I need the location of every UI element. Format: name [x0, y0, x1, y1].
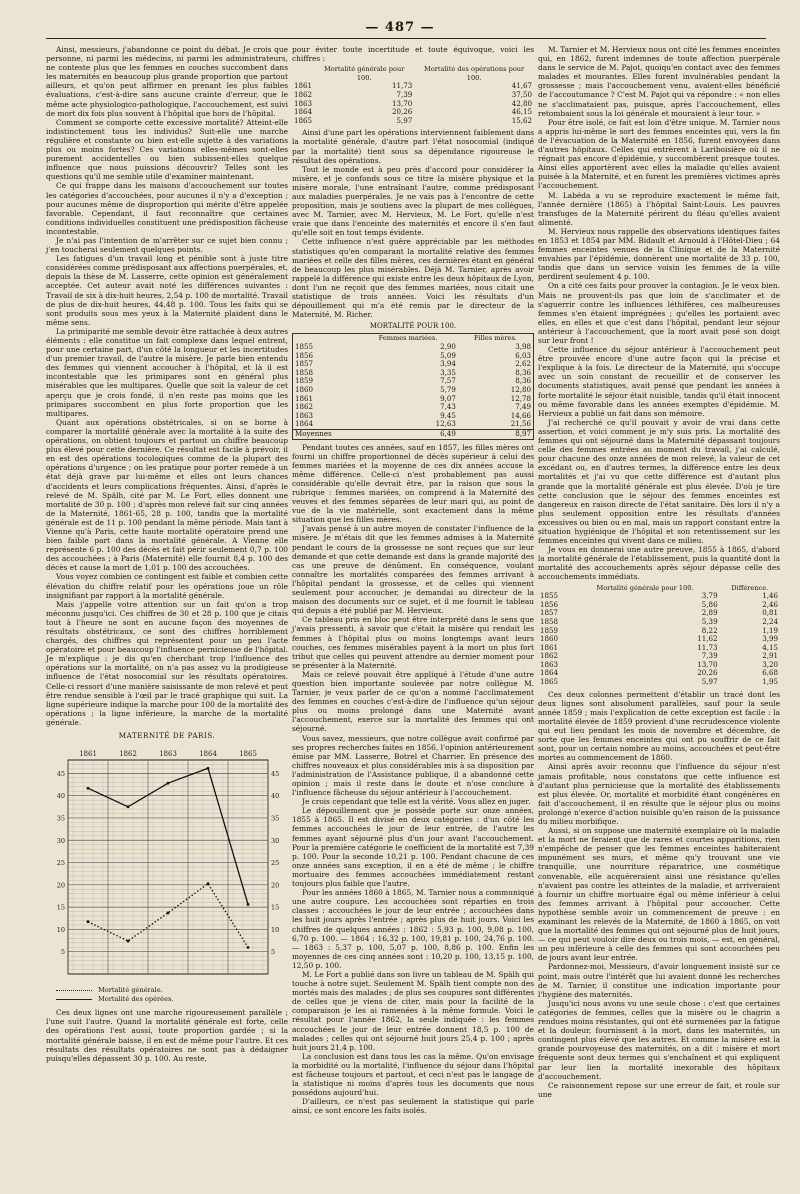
- table3-row: [538, 678, 780, 687]
- table2-row: [293, 352, 534, 361]
- col2-text-a: [292, 128, 534, 319]
- year-cell: 1863: [540, 659, 559, 669]
- value-cell: 3,79: [701, 591, 718, 601]
- year-cell: 1856: [540, 599, 559, 609]
- value-cell: 12,78: [510, 393, 531, 403]
- table3-row: [538, 661, 780, 670]
- table3-row: [538, 618, 780, 627]
- table3-row: [538, 669, 780, 678]
- value-cell: 9,45: [440, 410, 456, 420]
- year-cell: 1864: [294, 107, 313, 117]
- table1-row: [292, 100, 534, 109]
- point-operations: [127, 806, 130, 809]
- point-general: [87, 920, 90, 923]
- table2-title: MORTALITÉ POUR 100.: [369, 322, 457, 331]
- table2-row: [293, 395, 534, 404]
- value-cell: 7,39: [701, 651, 718, 661]
- table2-header-a: Femmes mariées.: [378, 334, 438, 343]
- paragraph: Ces deux lignes ont une marche rigoureusement parallèle ; l'une suit l'autre. Quand la mortalité générale est forte, celle des opérations l'est aussi, toute proportion gardée ; si la mortalité générale baisse, il en est de même pour l'autre. Et ces résultats des résultats opératoires ne sont pas à dédaigner puisqu'elles dépassent 30 p. 100. Au reste,: [46, 1008, 288, 1063]
- header-rule: [46, 38, 766, 39]
- year-cell: 1865: [540, 677, 559, 687]
- value-cell: 7,43: [440, 402, 456, 412]
- paragraph: M. Tarnier et M. Hervieux nous ont cité les femmes enceintes qui, en 1862, furent indemnes de toute affection puerpérale dans le service de M. Pajot, quoiqu'en contact avec des femmes malades et mourantes. Elles furent invulnérables pendant la grossesse ; mais l'accouchement venu, avaient-elles bénéficié de l'accoutumance ? C'est M. Pajot qui va répondre : « non elles ne s'acclimataient pas, puisque, après l'accouchement, elles retombaient sous la loi générale et mouraient à leur tour. »: [538, 45, 780, 118]
- y-tick-label-right: 45: [271, 770, 280, 778]
- table2-row: [293, 360, 534, 369]
- value-cell: 13,70: [391, 98, 413, 108]
- value-cell: 8,36: [515, 376, 531, 386]
- value-cell: 8,36: [515, 367, 531, 377]
- value-cell: 1,46: [762, 591, 778, 601]
- table1-row: [292, 108, 534, 117]
- year-cell: 1857: [295, 359, 314, 369]
- y-tick-label-right: 5: [271, 948, 276, 957]
- col2-intro: pour éviter toute incertitude et toute équivoque, voici les chiffres :: [292, 45, 534, 64]
- value-cell: 37,50: [511, 89, 532, 99]
- table1-row: [292, 117, 534, 126]
- column-2: [292, 45, 534, 1115]
- value-cell: 3,35: [440, 367, 456, 377]
- value-cell: 5,97: [396, 115, 413, 125]
- column-1: [46, 45, 288, 1063]
- year-cell: 1855: [295, 342, 314, 351]
- value-cell: 5,39: [701, 616, 718, 626]
- series-line-general: [88, 884, 248, 948]
- value-cell: 6,68: [762, 668, 778, 678]
- point-general: [247, 946, 250, 949]
- value-cell: 5,79: [440, 384, 456, 394]
- paragraph: Je crois cependant que telle est la vérité. Vous allez en juger.: [302, 797, 531, 807]
- column-1-bottom-text: [46, 1008, 288, 1063]
- paragraph: Ce raisonnement repose sur une erreur de fait, et roule sur une: [538, 1080, 780, 1099]
- y-tick-label-right: 25: [271, 859, 280, 868]
- value-cell: 14,66: [510, 410, 531, 420]
- chart-svg: [46, 742, 288, 982]
- table3-row: [538, 644, 780, 653]
- point-general: [167, 912, 170, 915]
- paragraph: Quant aux opérations obstétricales, si on se borne à comparer la mortalité générale avec la mortalité à la suite des opérations, on obtient toujours et partout un chiffre beaucoup plus élevé pour cette dernière. Ce résultat est facile à prévoir, il en est des opérations tocologiques comme de la plupart des opérations d'urgence ; on les pratique pour porter remède à un état déjà grave par lui-même et elles ont leurs chances d'accidents et leurs complications fréquentes. Ainsi, d'après le relevé de M. Spälh, cité par M. Le Fort, elles donnent une mortalité de 30 p. 100 ; d'après mon relevé fait sur cinq années de la Maternité, 1861-65, 28 p. 100, tandis que la mortalité générale est de 11 p. 100 pendant la même période. Mais tant à Vienne qu'à Paris, cette haute mortalité opératoire prend une bien faible part dans la mortalité générale. A Vienne elle représente 6 p. 100 des décès et fait périr seulement 0,7 p. 100 des accouchées ; à Paris (Maternité) elle fournit 8,4 p. 100 des décès et cause la mort de 1,01 p. 100 des accouchées.: [46, 417, 288, 573]
- mortality-chart: [46, 731, 288, 1004]
- point-operations: [207, 767, 210, 770]
- year-cell: 1855: [540, 591, 559, 601]
- point-general: [127, 940, 130, 943]
- point-operations: [87, 787, 90, 790]
- value-cell: 20,26: [391, 107, 413, 117]
- y-tick-label: 15: [56, 903, 65, 912]
- paragraph: Les fatigues d'un travail long et pénible sont à juste titre considérées comme prédisposant aux affections puerpérales, et, depuis la thèse de M. Lasserre, cette opinion est généralement acceptée. Cet auteur avait noté les différences suivantes : Travail de six à dix-huit heures, 2,54 p. 100 de mortalité. Travail de plus de dix-huit heures, 44,48 p. 100. Tous les faits qui se sont produits sous mes yeux à la Maternité plaident dans le même sens.: [46, 254, 288, 327]
- year-cell: 1861: [294, 81, 313, 91]
- y-tick-label-right: 40: [271, 792, 280, 801]
- value-cell: 7,49: [515, 402, 531, 412]
- point-operations: [247, 903, 250, 906]
- table-married-vs-unmarried: [292, 333, 534, 439]
- table2-row: [293, 403, 534, 412]
- value-cell: 20,26: [697, 668, 718, 678]
- value-cell: 42,80: [511, 98, 532, 108]
- value-cell: 12,80: [510, 384, 531, 394]
- value-cell: 3,94: [440, 359, 456, 369]
- year-cell: 1863: [294, 98, 313, 108]
- table2-total-row: Moyennes 6,49 8,97: [293, 429, 534, 439]
- value-cell: 3,98: [515, 342, 531, 351]
- year-cell: 1862: [540, 651, 559, 661]
- table2-header-b: Filles mères.: [473, 334, 517, 343]
- paragraph: On a cité ces faits pour prouver la contagion. Je le veux bien. Mais ne prouvent-ils pas que loin de s'acclimater et de s'aguerrir contre les influences léthifères, ces malheureuses femmes s'en étaient imprégnées ; qu'elles les portaient avec elles, en elles et que c'est dans l'hôpital, pendant leur séjour antérieur à l'accouchement, que la mort avait posé son doigt sur leur front !: [538, 281, 780, 345]
- point-general: [207, 882, 210, 885]
- y-tick-label: 20: [56, 881, 65, 890]
- year-cell: 1858: [295, 367, 314, 377]
- value-cell: 3,99: [762, 634, 778, 644]
- column-1-top-text: [46, 45, 288, 727]
- table2-row: [293, 343, 534, 352]
- value-cell: 6,03: [515, 350, 531, 360]
- paragraph: Pour être isolé, ce fait est loin d'être unique. M. Tarnier nous a appris lui-même le sort des femmes enceintes qui, vers la fin de l'évacuation de la Maternité en 1856, furent envoyées dans d'autres hôpitaux. Celles qui entrèrent à Lariboisière où il ne régnait pas encore d'épidémie, y succombèrent presque toutes. Ainsi elles apportèrent avec elles la maladie qu'elles avaient puisée à la Maternité, et en furent les premières victimes après l'accouchement.: [538, 117, 780, 191]
- year-cell: 1864: [295, 419, 314, 429]
- paragraph: Ainsi, messieurs, j'abandonne ce point du débat. Je crois que personne, ni parmi les médecins, ni parmi les administrateurs, ne conteste plus que les femmes en couches succombent dans les maternités en beaucoup plus grande proportion que partout ailleurs, et qu'on peut affirmer en prenant les plus faibles évaluations, c'est-à-dire sans aucune crainte d'erreur, que le même acte physiologico-pathologique, l'accouchement, est suivi de mort dix fois plus souvent à l'hôpital que hors de l'hôpital.: [46, 45, 288, 118]
- table2-row: [293, 412, 534, 421]
- paragraph: La conclusion est dans tous les cas la même. Qu'on envisage la morbidité ou la mortalité, l'influence du séjour dans l'hôpital est fâcheuse toujours et partout, et ceci n'est pas le langage de la statistique ni moins d'après tous les documents que nous possédons aujourd'hui.: [292, 1051, 534, 1098]
- value-cell: 11,73: [697, 642, 718, 652]
- table2-row: [293, 377, 534, 386]
- legend-solid-swatch: [56, 999, 92, 1000]
- series-line-operations: [88, 768, 248, 904]
- paragraph: Mais j'appelle votre attention sur un fait qu'on a trop méconnu jusqu'ici. Ces chiffres de 30 et 28 p. 100 que je citais tout à l'heure ne sont en aucune façon des moyennes de résultats obstétricaux, ce sont des chiffres horriblement chargés, des chiffres qui représentent pour un peu l'acte opératoire et pour beaucoup l'influence pernicieuse de l'hôpital. Je m'explique : je dis qu'en cherchant trop l'influence des opérations sur la mortalité, on n'a pas assez vu la prodigieuse influence de l'état nosocomial sur les résultats opératoires. Celle-ci ressort d'une manière saisissante de mon relevé et peut être rendue sensible à l'œil par le tracé graphique qui suit. La ligne supérieure indique la marche pour 100 de la mortalité des opérations ; la ligne inférieure, la marche de la mortalité générale.: [46, 599, 288, 727]
- paragraph: Pour les années 1860 à 1865, M. Tarnier nous a communiqué une autre coupure. Les accouchées sont réparties en trois classes : accouchées le jour de leur entrée ; accouchées dans les huit jours après l'entrée ; après plus de huit jours. Voici les chiffres de quelques années : 1862 : 5,93 p. 100, 9,08 p. 100, 6,70 p. 100. — 1864 : 16,32 p. 100, 19,81 p. 100, 24,76 p. 100. — 1863 : 5,37 p. 100, 5,07 p. 100, 8,86 p. 100. Enfin les moyennes de ces cinq années sont : 10,20 p. 100, 13,15 p. 100, 12,50 p. 100.: [292, 888, 534, 970]
- year-cell: 1863: [295, 410, 314, 420]
- table-stay-difference: [538, 584, 780, 687]
- value-cell: 7,39: [396, 89, 413, 99]
- year-cell: 1860: [295, 384, 314, 394]
- value-cell: 9,07: [440, 393, 456, 403]
- year-cell: 1859: [295, 376, 314, 386]
- value-cell: 4,15: [762, 642, 778, 652]
- page-number: — 487 —: [365, 20, 435, 35]
- paragraph: La primiparité me semble devoir être rattachée à deux autres éléments : elle constitue un fait complexe dans lequel entrent, pour une certaine part, d'un côté la longueur et les incertitudes d'un premier travail, de l'autre la misère. Je parle bien entendu des femmes qui viennent accoucher à l'hôpital, et là il est incontestable que les primipares sont en général plus misérables que les multipares. Quelle que soit la valeur de cet aperçu que je crois fondé, il n'en reste pas moins que les primipares succombent en plus forte proportion que les multipares.: [46, 326, 288, 418]
- y-tick-label: 10: [56, 926, 65, 935]
- value-cell: 12,63: [435, 419, 456, 429]
- legend-general: Mortalité générale.: [56, 986, 288, 995]
- table1-row: [292, 91, 534, 100]
- year-cell: 1857: [540, 608, 559, 618]
- point-operations: [167, 782, 170, 785]
- y-tick-label-right: 20: [271, 881, 280, 890]
- table3-row: [538, 601, 780, 610]
- value-cell: 0,81: [762, 608, 778, 618]
- value-cell: 7,57: [440, 376, 456, 386]
- year-cell: 1864: [540, 668, 559, 678]
- col2-text-b: [292, 443, 534, 1116]
- year-cell: 1865: [294, 115, 313, 125]
- value-cell: 11,62: [697, 634, 718, 644]
- x-tick-label: 1862: [119, 750, 137, 759]
- x-tick-label: 1865: [239, 750, 257, 759]
- y-tick-label: 30: [56, 836, 65, 845]
- table1-header-a: Mortalité générale pour 100.: [323, 65, 405, 82]
- table2-row: [293, 386, 534, 395]
- value-cell: 5,86: [701, 599, 718, 609]
- paragraph: Je vous en donnerai une autre preuve, 1855 à 1865, d'abord la mortalité générale de l'établissement, puis la quantité dont la mortalité des accouchements après séjour dépasse celle des accouchements immédiats.: [538, 545, 780, 582]
- value-cell: 2,91: [762, 651, 778, 661]
- paragraph: Aussi, si on suppose une maternité exemplaire où la maladie et la mort ne feraient que de rares et courtes apparitions, rien n'empêche de penser que les femmes enceintes habiteraient impunément ses murs, et même qu'y trouvant une vie tranquille, une nourriture réparatrice, une cosmétique convenable, elle acquéreraient ainsi une résistance qu'elles n'avaient pas contre les atteintes de la maladie, et arriveraient à fournir un chiffre mortuaire égal ou même inférieur à celui des femmes arrivant à l'hôpital pour accoucher. Cette hypothèse semble avoir un commencement de preuve : en examinant les relevés de la Maternité, de 1860 à 1865, on voit que la mortalité des femmes qui ont séjourné plus de huit jours, — ce qui peut vouloir dire deux ou trois mois, — est, en général, un peu inférieure à celle des femmes qui sont accouchées peu de jours avant leur entrée.: [538, 826, 780, 963]
- chart-title: MATERNITÉ DE PARIS.: [118, 731, 216, 741]
- x-tick-label: 1863: [159, 750, 177, 759]
- value-cell: 5,97: [701, 677, 718, 687]
- value-cell: 2,24: [762, 616, 778, 626]
- year-cell: 1861: [540, 642, 559, 652]
- y-tick-label-right: 15: [271, 903, 280, 912]
- paragraph: Vous savez, messieurs, que notre collègue avait confirmé par ses propres recherches faites en 1856, l'opinion antérieurement émise par MM. Lasserre, Botrel et Charrier. En présence des chiffres nouveaux et plus considérables mis à sa disposition par l'administration de l'Assistance publique, il a abandonné cette opinion ; mais il reste dans le doute et n'ose conclure à l'influence fâcheuse du séjour antérieur à l'accouchement.: [292, 733, 534, 798]
- table-mortality-operations: [292, 65, 534, 125]
- paragraph: Ainsi d'une part les opérations interviennent faiblement dans la mortalité générale, d'autre part l'état nosocomial (indiqué par la mortalité) tient sous sa dépendance rigoureuse le résultat des opérations.: [292, 128, 534, 165]
- table3-header-b: Différence.: [731, 583, 769, 592]
- x-tick-label: 1864: [199, 750, 217, 759]
- paragraph: D'ailleurs, ce n'est pas seulement la statistique qui parle ainsi, ce sont encore les faits isolés.: [292, 1097, 534, 1116]
- y-tick-label-right: 30: [271, 836, 280, 845]
- value-cell: 41,67: [511, 81, 532, 91]
- value-cell: 2,90: [440, 342, 456, 351]
- value-cell: 2,62: [515, 359, 531, 369]
- paragraph: Ce tableau pris en bloc peut être interprété dans le sens que j'avais pressenti, à savoir que c'était la misère qui rendait les femmes à l'hôpital plus ou moins longtemps avant leurs couches, ces femmes misérables payent à la mort un plus fort tribut que celles qui peuvent attendre au dernier moment pour se présenter à la Maternité.: [292, 615, 534, 670]
- paragraph: Comment se comporte cette excessive mortalité? Atteint-elle indistinctement tous les individus? Suit-elle une marche régulière et constante ou bien est-elle sujette à des variations plus ou moins fortes? Ces variations elles-mêmes sont-elles purement accidentelles ou bien subissent-elles quelque influence que nous puissions découvrir? Telles sont les questions qu'il me semble utile d'examiner maintenant.: [46, 117, 288, 182]
- y-tick-label-right: 10: [271, 926, 280, 935]
- year-cell: 1858: [540, 616, 559, 626]
- table1-row: [292, 82, 534, 91]
- paragraph: J'ai recherché ce qu'il pouvait y avoir de vrai dans cette assertion, et voici comment je m'y suis pris. La mortalité des femmes qui ont séjourné dans la Maternité dépassant toujours celle des femmes entrées au moment du travail, j'ai calculé, pour chacune des onze années de mon relevé, la valeur de cet excédant ou, en d'autres termes, la différence entre les deux mortalités et j'ai vu que cette différence est d'autant plus grande que la mortalité générale est plus élevée. D'où je tire cette conclusion que le séjour des femmes enceintes est dangereux en raison directe de l'état sanitaire. Dès lors il n'y a plus seulement opposition entre les résultats d'années excessives ou bien ou en mal, mais un rapport constant entre la situation hygiénique de l'hôpital et son retentissement sur les femmes enceintes qui vivent dans ce milieu.: [538, 417, 780, 546]
- col3-text-bottom: [538, 690, 780, 1099]
- paragraph: Vous voyez combien ce contingent est faible et combien cette élévation du chiffre relatif pour les opérations joue un rôle insignifiant par rapport à la mortalité générale.: [46, 572, 288, 600]
- year-cell: 1856: [295, 350, 314, 360]
- paragraph: Cette influence du séjour antérieur à l'accouchement peut être prouvée encore d'une autre façon qui la précise et l'explique à la fois. Le directeur de la Maternité, qui s'occupe avec un soin constant de recueillir et de conserver les documents statistiques, avait pensé que pendant les années à forte mortalité le séjour était nuisible, tandis qu'il était innocent ou même favorable dans les années exemptes d'épidémie. M. Hervieux a publié un fait dans son mémoire.: [538, 345, 780, 418]
- table3-header-a: Mortalité générale pour 100.: [596, 583, 694, 592]
- y-tick-label: 35: [56, 814, 65, 823]
- value-cell: 46,15: [511, 107, 532, 117]
- paragraph: Tout le monde est à peu près d'accord pour considérer la misère, et je confonds sous ce titre la misère physique et la misère morale, l'une entraînant l'autre, comme prédisposant aux maladies puerpérales. Je ne vais pas à l'encontre de cette proposition, mais je soutiens avec la plupart de mes collègues, avec M. Tarnier, avec M. Hervieux, M. Le Fort, qu'elle n'est vraie que dans l'enceinte des maternités et encore il s'en faut qu'elle soit en tout temps évidente.: [292, 164, 534, 238]
- year-cell: 1859: [540, 625, 559, 635]
- table2-row: [293, 369, 534, 378]
- value-cell: 2,46: [762, 599, 778, 609]
- paragraph: Cette influence n'est guère appréciable par les méthodes statistiques qu'en comparant la mortalité relative des femmes mariées et celle des filles mères, ces dernières étant en général de beaucoup les plus misérables. Déjà M. Tarnier, après avoir rappelé la différence qui existe entre les deux hôpitaux de Lyon, dont l'un ne reçoit que des femmes mariées, nous citait une statistique de trois années. Voici les résultats d'un dépouillement qui m'a été remis par le directeur de la Maternité, M. Richer.: [292, 237, 534, 320]
- year-cell: 1860: [540, 634, 559, 644]
- y-tick-label: 45: [56, 770, 65, 778]
- paragraph: Ces deux colonnes permettent d'établir un tracé dont les deux lignes sont absolument parallèles, sauf pour la seule année 1859 ; mais l'explication de cette exception est facile : la mortalité élevée de 1859 provient d'une recrudescence violente qui eut lieu pendant les mois de novembre et décembre, de sorte que les femmes enceintes qui ont pu souffrir de ce fait sont, pour un certain nombre au moins, accouchées et peut-être mortes au commencement de 1860.: [538, 689, 780, 763]
- value-cell: 2,89: [701, 608, 718, 618]
- paragraph: Jusqu'ici nous avons vu une seule chose : c'est que certaines catégories de femmes, celles que la misère ou le chagrin a rendues moins résistantes, qui ont été surmenées par la fatigue et la douleur, fournissent à la mort, dans les maternités, un contingent plus élevé que les autres. Et comme la misère est la grande pourvoyeuse des maternités, on a dit : misère et mort fréquente sont deux termes qui s'enchaînent et qui expliquent par leur lien la mortalité inexorable des hôpitaux d'accouchement.: [538, 998, 780, 1081]
- value-cell: 3,20: [762, 659, 778, 669]
- table3-row: [538, 609, 780, 618]
- y-tick-label: 40: [56, 792, 65, 801]
- paragraph: Mais ce relevé pouvait être appliqué à l'étude d'une autre question bien importante soulevée par notre collègue M. Tarnier, je veux parler de ce qu'on a nommé l'acclimatement des femmes en couches c'est-à-dire de l'influence qu'un séjour plus ou moins prolongé dans une Maternité avant l'accouchement, exerce sur la mortalité des femmes qui ont séjourné.: [292, 669, 534, 734]
- y-tick-label: 5: [60, 948, 65, 957]
- paragraph: Pardonnez-moi, Messieurs, d'avoir longuement insisté sur ce point, mais outre l'intérêt que lui avaient donné les recherches de M. Tarnier, il constitue une indication importante pour l'hygiène des maternités.: [538, 962, 780, 999]
- legend-ops: Mortalité des opérées.: [56, 995, 288, 1004]
- table3-row: [538, 635, 780, 644]
- paragraph: Ainsi après avoir reconnu que l'influence du séjour n'est jamais profitable, nous constatons que cette influence est d'autant plus pernicieuse que la mortalité des établissements est plus élevée. Or, mortalité et morbidité étant congénères en fait d'accouchement, il en résulte que le séjour plus ou moins prolongé n'exerce d'action nuisible qu'en raison de la puissance du milieu morbifique.: [538, 762, 780, 826]
- col3-text-top: [538, 45, 780, 582]
- paragraph: Je n'ai pas l'intention de m'arrêter sur ce sujet bien connu ; j'en toucherai seulement quelques points.: [46, 235, 288, 255]
- value-cell: 11,73: [391, 81, 413, 91]
- paragraph: M. Labéda a vu se reproduire exactement le même fait, l'année dernière (1865) à l'hôpital Saint-Louis. Les pauvres transfuges de la Maternité périrent du fléau qu'elles avaient alimenté.: [538, 190, 780, 227]
- year-cell: 1862: [295, 402, 314, 412]
- x-tick-label: 1861: [79, 750, 97, 759]
- paragraph: J'avais pensé à un autre moyen de constater l'influence de la misère. Je m'étais dit que les femmes admises à la Maternité pendant le cours de la grossesse ne sont reçues que sur leur demande et que cette demande est dans la grande majorité des cas une preuve de dénûment. En conséquence, voulant connaître les mortalités comparées des femmes arrivant à l'hôpital pendant la grossesse, et de celles qui viennent seulement pour accoucher, je demandai au directeur de la maison des documents sur ce sujet, et il me fournit le tableau qui depuis a été publié par M. Hervieux.: [292, 524, 534, 616]
- value-cell: 1,95: [762, 677, 778, 687]
- paragraph: M. Le Fort a publié dans son livre un tableau de M. Spälh qui touche à notre sujet. Seulement M. Spälh tient compte non des mortés mais des malades ; de plus ses coupures sont différentes de celles que je viens de citer, mais pour la facilité de la comparaison je les ai ramenées à la même formule. Voici le résultat pour l'année 1862, la seule indiquée : les femmes accouchées le jour de leur entrée donnent 18,5 p. 100 de malades ; celles qui ont séjourné huit jours 25,4 p. 100 ; après huit jours 21,4 p. 100.: [292, 969, 534, 1052]
- year-cell: 1861: [295, 393, 314, 403]
- value-cell: 5,09: [440, 350, 456, 360]
- y-tick-label: 25: [56, 859, 65, 868]
- column-3: [538, 45, 780, 1099]
- year-cell: 1862: [294, 89, 313, 99]
- table1-header-b: Mortalité des opérations pour 100.: [424, 65, 525, 82]
- legend-dotted-swatch: [56, 990, 92, 991]
- value-cell: 8,22: [701, 625, 718, 635]
- table3-row: [538, 652, 780, 661]
- y-tick-label-right: 35: [271, 814, 280, 823]
- value-cell: 13,70: [697, 659, 718, 669]
- paragraph: M. Hervieux nous rappelle des observations identiques faites en 1853 et 1854 par MM. Bidault et Arnould à l'Hôtel-Dieu ; 64 femmes enceintes venues de la Clinique et de la Maternité envahies par l'épidémie, donnèrent une mortalité de 33 p. 100, tandis que dans un service voisin les femmes de la ville perdirent seulement 4 p. 100.: [538, 226, 780, 282]
- paragraph: Pendant toutes ces années, sauf en 1857, les filles mères ont fourni un chiffre proportionnel de décès supérieur à celui des femmes mariées et la moyenne de ces dix années accuse la même différence. Celle-ci n'est probablement pas aussi considérable qu'elle devrait être, par la raison que sous la rubrique : femmes mariées, on comprend à la Maternité des veuves et des femmes séparées de leur mari qui, au point de vue de la vie matérielle, sont exactement dans la même situation que les filles mères.: [292, 442, 534, 525]
- paragraph: Ce qui frappe dans les maisons d'accouchement sur toutes les catégories d'accouchées, pour aucunes il n'y a d'exception ; pour aucunes même de disproportion qui mérite d'être appelée favorable. Cependant, il faut reconnaître que certaines conditions individuelles constituent une prédisposition fâcheuse incontestable.: [46, 181, 288, 236]
- value-cell: 1,19: [762, 625, 778, 635]
- value-cell: 15,62: [511, 115, 532, 125]
- chart-legend: [56, 986, 288, 1004]
- paragraph: Le dépouillement que je possède porte sur onze années, 1855 à 1865. Il est divisé en deux catégories : d'un côté les femmes accouchées le jour de leur entrée, de l'autre les femmes ayant séjourné plus d'un jour avant l'accouchement. Pour la première catégorie le coefficient de la mortalité est 7,39 p. 100. Pour la seconde 10,21 p. 100. Pendant chacune de ces onze années sans exception, il en a été de même ; le chiffre mortuaire des femmes accouchées immédiatement restant toujours plus faible que l'autre.: [292, 806, 534, 889]
- table3-row: [538, 627, 780, 636]
- value-cell: 21,56: [510, 419, 531, 429]
- table3-row: [538, 592, 780, 601]
